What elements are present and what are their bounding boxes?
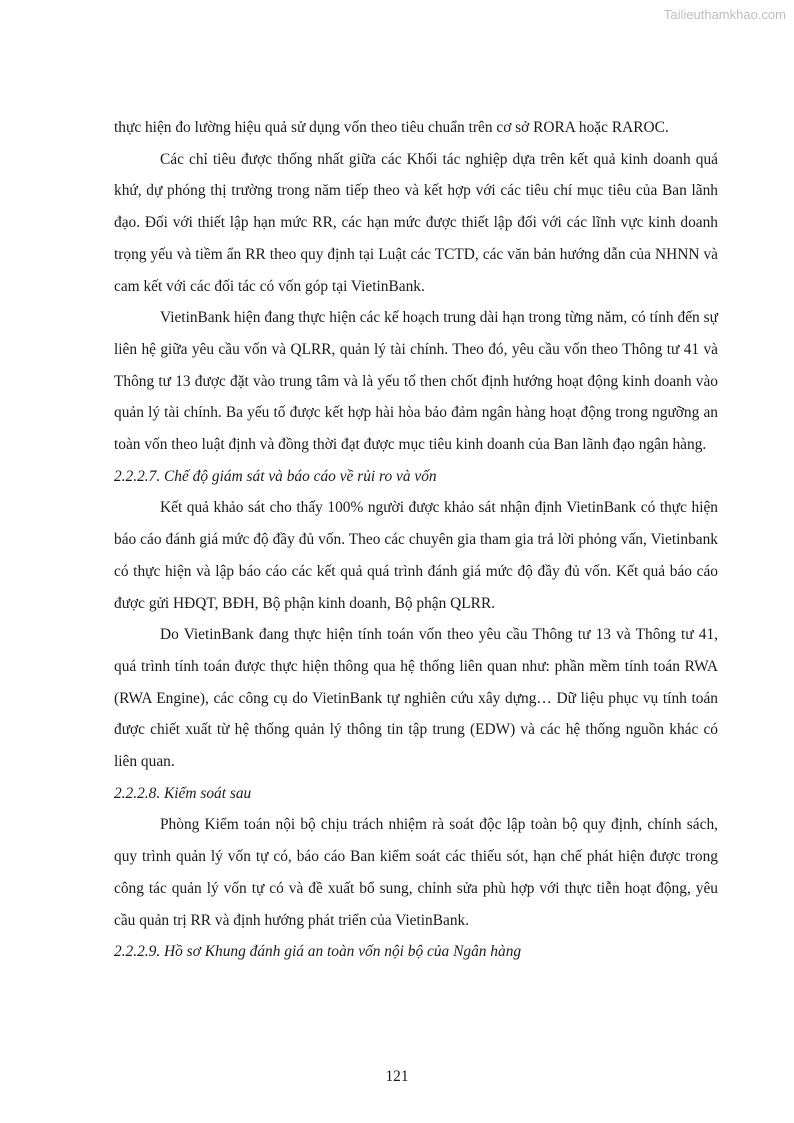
document-body xyxy=(114,112,718,968)
section-heading-post-control: 2.2.2.8. Kiểm soát sau xyxy=(114,784,252,802)
paragraph-plans: VietinBank hiện đang thực hiện các kế hoạch trung dài hạn trong từng năm, có tính đến sự liên hệ giữa yêu cầu vốn và QLRR, quản lý tài chính. Theo đó, yêu cầu vốn theo Thông tư 41 và Thông tư 13 được đặt vào trung tâm và là yếu tố then chốt định hướng hoạt động kinh doanh vào quản lý tài chính. Ba yếu tố được kết hợp hài hòa bảo đảm ngân hàng hoạt động trong ngưỡng an toàn vốn theo luật định và đồng thời đạt được mục tiêu kinh doanh của Ban lãnh đạo ngân hàng. xyxy=(114,309,718,454)
paragraph-internal-audit: Phòng Kiểm toán nội bộ chịu trách nhiệm rà soát độc lập toàn bộ quy định, chính sách, quy trình quản lý vốn tự có, báo cáo Ban kiểm soát các thiếu sót, hạn chế phát hiện được trong công tác quản lý vốn tự có và đề xuất bổ sung, chỉnh sửa phù hợp với thực tiễn hoạt động, yêu cầu quản trị RR và định hướng phát triển của VietinBank. xyxy=(114,816,718,929)
paragraph-continuation: thực hiện đo lường hiệu quả sử dụng vốn theo tiêu chuẩn trên cơ sở RORA hoặc RAROC. xyxy=(114,119,669,136)
section-heading-icaap-profile: 2.2.2.9. Hồ sơ Khung đánh giá an toàn vốn nội bộ của Ngân hàng xyxy=(114,943,522,961)
page-number: 121 xyxy=(385,1068,409,1085)
paragraph-survey-results: Kết quả khảo sát cho thấy 100% người được khảo sát nhận định VietinBank có thực hiện báo cáo đánh giá mức độ đầy đủ vốn. Theo các chuyên gia tham gia trả lời phỏng vấn, Vietinbank có thực hiện và lập báo cáo các kết quả quá trình đánh giá mức độ đầy đủ vốn. Kết quả báo cáo được gửi HĐQT, BĐH, Bộ phận kinh doanh, Bộ phận QLRR. xyxy=(114,499,718,612)
paragraph-targets-limits: Các chỉ tiêu được thống nhất giữa các Khối tác nghiệp dựa trên kết quả kinh doanh quá khứ, dự phóng thị trường trong năm tiếp theo và kết hợp với các tiêu chí mục tiêu của Ban lãnh đạo. Đối với thiết lập hạn mức RR, các hạn mức được thiết lập đối với các lĩnh vực kinh doanh trọng yếu và tiềm ẩn RR theo quy định tại Luật các TCTD, các văn bản hướng dẫn của NHNN và cam kết với các đối tác có vốn góp tại VietinBank. xyxy=(114,150,718,295)
section-heading-monitoring: 2.2.2.7. Chế độ giám sát và báo cáo về rủi ro và vốn xyxy=(114,467,437,485)
paragraph-capital-calculation: Do VietinBank đang thực hiện tính toán vốn theo yêu cầu Thông tư 13 và Thông tư 41, quá trình tính toán được thực hiện thông qua hệ thống liên quan như: phần mềm tính toán RWA (RWA Engine), các công cụ do VietinBank tự nghiên cứu xây dựng… Dữ liệu phục vụ tính toán được chiết xuất từ hệ thống quản lý thông tin tập trung (EDW) và các hệ thống nguồn khác có liên quan. xyxy=(114,626,718,771)
watermark: Tailieuthamkhao.com xyxy=(663,7,786,22)
